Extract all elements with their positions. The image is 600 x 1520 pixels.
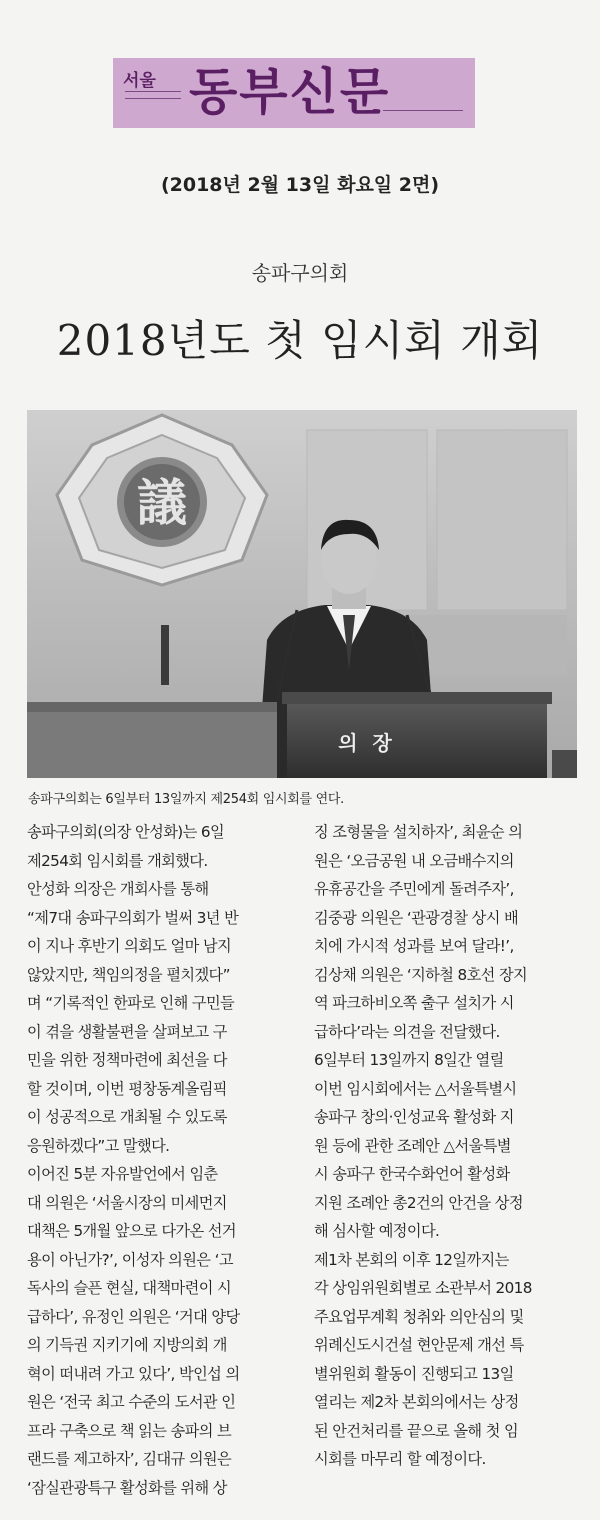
body-line: 송파구의회(의장 안성화)는 6일: [27, 823, 225, 841]
body-line: 해 심사할 예정이다.: [314, 1222, 440, 1240]
body-line: 지원 조례안 총2건의 안건을 상정: [314, 1193, 523, 1212]
body-line: 제254회 임시회를 개회했다.: [27, 851, 208, 870]
body-line: 시회를 마무리 할 예정이다.: [314, 1450, 486, 1468]
article-body-right: [314, 818, 578, 1474]
body-line: 유휴공간을 주민에게 돌려주자’,: [314, 880, 514, 898]
body-line: 민을 위한 정책마련에 최선을 다: [27, 1051, 227, 1069]
body-line: 원은 ‘전국 최고 수준의 도서관 인: [27, 1393, 236, 1411]
masthead-prefix: 서울: [123, 71, 156, 91]
body-line: 대 의원은 ‘서울시장의 미세먼지: [27, 1193, 227, 1212]
body-line: 급하다’라는 의견을 전달했다.: [314, 1022, 500, 1041]
body-line: 용이 아닌가?’, 이성자 의원은 ‘고: [27, 1250, 233, 1269]
body-line: 별위원회 활동이 진행되고 13일: [314, 1364, 514, 1383]
body-line: ‘잠실관광특구 활성화를 위해 상: [27, 1478, 227, 1497]
masthead-title: 동부신문: [189, 63, 391, 121]
article-photo: [27, 410, 577, 778]
body-line: 이어진 5분 자유발언에서 임춘: [27, 1165, 218, 1183]
body-line: 의 기득권 지키기에 지방의회 개: [27, 1336, 227, 1354]
emblem-character: 議: [137, 473, 187, 532]
body-line: 제1차 본회의 이후 12일까지는: [314, 1250, 509, 1269]
masthead: [113, 58, 475, 128]
body-line: 원은 ‘오금공원 내 오금배수지의: [314, 851, 514, 870]
body-line: 않았지만, 책임의정을 펼치겠다”: [27, 965, 230, 984]
body-line: 주요업무계획 청취와 의안심의 및: [314, 1307, 524, 1326]
body-line: “제7대 송파구의회가 벌써 3년 반: [27, 908, 239, 927]
photo-illustration: [27, 410, 577, 778]
body-line: 원 등에 관한 조례안 △서울특별: [314, 1136, 511, 1155]
body-line: 대책은 5개월 앞으로 다가온 선거: [27, 1222, 236, 1240]
body-line: 안성화 의장은 개회사를 통해: [27, 880, 209, 898]
body-line: 독사의 슬픈 현실, 대책마련이 시: [27, 1279, 232, 1297]
body-line: 며 “기록적인 한파로 인해 구민들: [27, 994, 235, 1012]
photo-caption: 송파구의회는 6일부터 13일까지 제254회 임시회를 연다.: [28, 792, 344, 807]
article-body-left: [27, 818, 291, 1502]
kicker: 송파구의회: [251, 261, 349, 285]
body-line: 이번 임시회에서는 △서울특별시: [314, 1079, 517, 1098]
body-line: 김상채 의원은 ‘지하철 8호선 장지: [314, 965, 528, 984]
podium-label: 의 장: [338, 731, 396, 755]
masthead-decoration: [125, 91, 181, 99]
body-line: 프라 구축으로 책 읽는 송파의 브: [27, 1421, 232, 1440]
body-line: 혁이 떠내려 가고 있다’, 박인섭 의: [27, 1364, 240, 1383]
headline: 2018년도 첫 임시회 개회: [56, 316, 544, 365]
body-line: 열리는 제2차 본회의에서는 상정: [314, 1393, 519, 1411]
dateline: (2018년 2월 13일 화요일 2면): [160, 174, 440, 196]
body-line: 이 성공적으로 개최될 수 있도록: [27, 1108, 227, 1126]
body-line: 급하다’, 유정인 의원은 ‘거대 양당: [27, 1307, 240, 1326]
masthead-decoration-line: [383, 110, 463, 115]
body-line: 응원하겠다”고 말했다.: [27, 1136, 170, 1155]
body-line: 6일부터 13일까지 8일간 열릴: [314, 1051, 504, 1069]
body-line: 시 송파구 한국수화언어 활성화: [314, 1165, 510, 1183]
body-line: 각 상임위원회별로 소관부서 2018: [314, 1279, 532, 1297]
podium: [282, 692, 552, 778]
body-line: 징 조형물을 설치하자’, 최윤순 의: [314, 823, 523, 841]
body-line: 할 것이며, 이번 평창동계올림픽: [27, 1079, 227, 1098]
body-line: 이 겪을 생활불편을 살펴보고 구: [27, 1022, 227, 1041]
body-line: 치에 가시적 성과를 보여 달라!’,: [314, 937, 514, 955]
body-line: 김중광 의원은 ‘관광경찰 상시 배: [314, 908, 519, 927]
body-line: 역 파크하비오쪽 출구 설치가 시: [314, 994, 514, 1012]
body-line: 위례신도시건설 현안문제 개선 특: [314, 1336, 524, 1354]
body-line: 이 지나 후반기 의회도 얼마 남지: [27, 937, 232, 955]
body-line: 송파구 창의·인성교육 활성화 지: [314, 1108, 514, 1126]
body-line: 된 안건처리를 끝으로 올해 첫 임: [314, 1421, 519, 1440]
body-line: 랜드를 제고하자’, 김대규 의원은: [27, 1450, 232, 1468]
